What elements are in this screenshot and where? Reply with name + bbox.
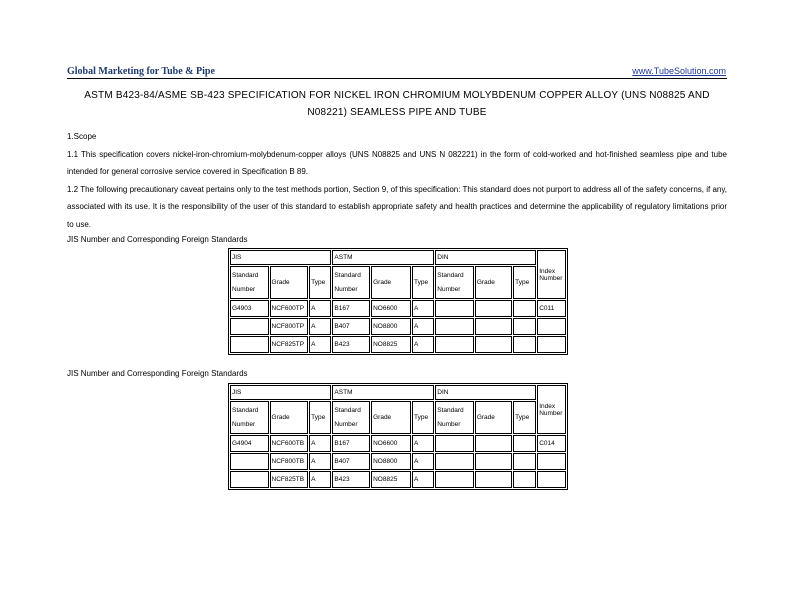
table-cell: A xyxy=(309,318,331,335)
table-cell xyxy=(435,471,474,488)
table-label: JIS Number and Corresponding Foreign Standards xyxy=(67,235,248,244)
table-cell xyxy=(435,318,474,335)
table-cell: A xyxy=(412,435,434,452)
column-header: Standard Number xyxy=(332,401,370,434)
column-header: Grade xyxy=(270,266,309,299)
scope-heading: 1.Scope xyxy=(67,132,97,141)
table-cell: A xyxy=(309,300,331,317)
table-row xyxy=(230,471,566,488)
group-header: ASTM xyxy=(332,250,434,265)
table-cell xyxy=(513,336,536,353)
table-cell: A xyxy=(309,471,331,488)
table-cell xyxy=(513,435,536,452)
standards-table xyxy=(228,248,568,355)
column-header: Standard Number xyxy=(435,401,474,434)
table-cell xyxy=(537,453,566,470)
table-cell: A xyxy=(309,435,331,452)
index-number-header: Index Number xyxy=(537,250,566,299)
column-header: Type xyxy=(412,401,434,434)
scope-paragraph-1: 1.1 This specification covers nickel-iron-chromium-molybdenum-copper alloys (UNS N08825 and UNS N 082221) in the form of cold-worked and hot-finished seamless pipe and tube intended for general corrosive service covered in Specification B 89. xyxy=(67,149,727,176)
table-cell: B407 xyxy=(332,318,370,335)
table-cell: NO8800 xyxy=(371,318,411,335)
table-cell: NCF600TP xyxy=(270,300,309,317)
table-cell: G4903 xyxy=(230,300,269,317)
table-cell xyxy=(230,453,269,470)
column-header: Type xyxy=(412,266,434,299)
column-header: Standard Number xyxy=(230,266,269,299)
scope-section xyxy=(67,128,727,233)
standards-table xyxy=(228,383,568,490)
table-cell xyxy=(513,318,536,335)
column-header: Grade xyxy=(270,401,309,434)
index-number-header: Index Number xyxy=(537,385,566,434)
column-header: Type xyxy=(513,401,536,434)
column-header: Type xyxy=(309,401,331,434)
column-header: Standard Number xyxy=(332,266,370,299)
table-cell xyxy=(537,336,566,353)
table-cell: A xyxy=(412,336,434,353)
table-cell xyxy=(230,336,269,353)
column-header: Standard Number xyxy=(230,401,269,434)
table-cell: NO6600 xyxy=(371,435,411,452)
table-cell xyxy=(475,336,512,353)
table-cell xyxy=(513,300,536,317)
table-cell: A xyxy=(412,318,434,335)
table-cell: A xyxy=(309,453,331,470)
table-cell: A xyxy=(309,336,331,353)
column-header: Grade xyxy=(371,401,411,434)
table-row xyxy=(230,453,566,470)
table-cell: NCF800TB xyxy=(270,453,309,470)
table-label: JIS Number and Corresponding Foreign Standards xyxy=(67,369,248,378)
table-row xyxy=(230,300,566,317)
table-cell: NCF825TP xyxy=(270,336,309,353)
table-cell xyxy=(537,471,566,488)
table-cell: A xyxy=(412,453,434,470)
group-header: JIS xyxy=(230,250,331,265)
table-cell: A xyxy=(412,471,434,488)
header-divider xyxy=(67,78,727,79)
table-cell: NCF600TB xyxy=(270,435,309,452)
group-header: ASTM xyxy=(332,385,434,400)
scope-paragraph-2: 1.2 The following precautionary caveat pertains only to the test methods portion, Section 9, of this specification: This standard does not purport to address all of the safety concerns, if any, associated with its use. It is the responsibility of the user of this standard to establish appropriate safety and health practices and determine the applicability of regulatory limitations prior to use. xyxy=(67,184,727,229)
table-cell: NO8825 xyxy=(371,471,411,488)
group-header: JIS xyxy=(230,385,331,400)
table-row xyxy=(230,318,566,335)
table-cell xyxy=(435,435,474,452)
column-header: Grade xyxy=(475,266,512,299)
table-cell: NO8800 xyxy=(371,453,411,470)
column-header: Grade xyxy=(371,266,411,299)
table-cell: C014 xyxy=(537,435,566,452)
table-cell: B167 xyxy=(332,435,370,452)
column-header: Type xyxy=(513,266,536,299)
table-cell: NCF825TB xyxy=(270,471,309,488)
column-header: Standard Number xyxy=(435,266,474,299)
table-cell: A xyxy=(412,300,434,317)
table-cell xyxy=(475,435,512,452)
table-cell xyxy=(475,318,512,335)
table-cell xyxy=(230,471,269,488)
table-cell xyxy=(513,471,536,488)
column-header: Grade xyxy=(475,401,512,434)
table-cell xyxy=(230,318,269,335)
table-cell: C011 xyxy=(537,300,566,317)
table-cell xyxy=(475,471,512,488)
table-cell: B423 xyxy=(332,336,370,353)
table-cell xyxy=(513,453,536,470)
website-link[interactable]: www.TubeSolution.com xyxy=(632,66,726,76)
header-company: Global Marketing for Tube & Pipe xyxy=(67,66,215,77)
table-cell: B423 xyxy=(332,471,370,488)
group-header: DIN xyxy=(435,250,536,265)
table-cell: B167 xyxy=(332,300,370,317)
group-header: DIN xyxy=(435,385,536,400)
table-row xyxy=(230,435,566,452)
table-cell xyxy=(435,300,474,317)
table-cell xyxy=(435,336,474,353)
table-cell: NCF800TP xyxy=(270,318,309,335)
table-cell: G4904 xyxy=(230,435,269,452)
column-header: Type xyxy=(309,266,331,299)
table-cell xyxy=(435,453,474,470)
document-title: ASTM B423-84/ASME SB-423 SPECIFICATION FOR NICKEL IRON CHROMIUM MOLYBDENUM COPPER ALLOY (UNS N08825 AND N08221) SEAMLESS PIPE AND TUBE xyxy=(84,90,710,118)
table-cell xyxy=(475,300,512,317)
table-cell xyxy=(537,318,566,335)
table-cell xyxy=(475,453,512,470)
table-cell: B407 xyxy=(332,453,370,470)
table-cell: NO8825 xyxy=(371,336,411,353)
table-row xyxy=(230,336,566,353)
table-cell: NO6600 xyxy=(371,300,411,317)
